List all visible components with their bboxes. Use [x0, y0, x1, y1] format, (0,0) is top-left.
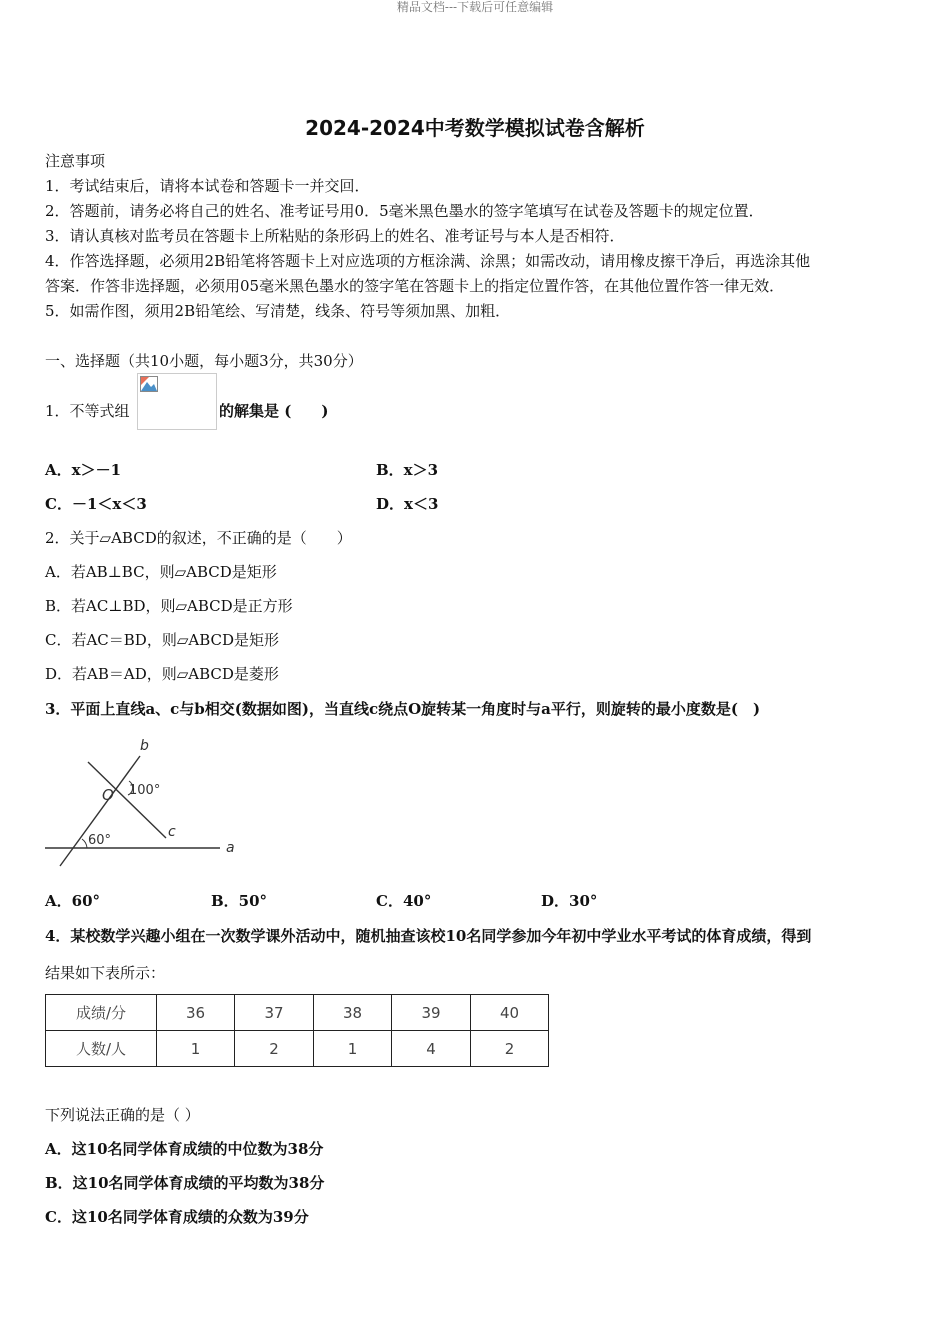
q2-option-c: C．若AC＝BD，则▱ABCD是矩形	[45, 631, 280, 649]
q2-option-d: D．若AB＝AD，则▱ABCD是菱形	[45, 665, 279, 683]
q3-option-d: D．30°	[541, 892, 598, 910]
table-cell: 40	[471, 995, 549, 1031]
line-b	[60, 756, 140, 866]
table-cell: 38	[314, 995, 392, 1031]
q4-prompt: 下列说法正确的是（ ）	[45, 1106, 200, 1124]
q1-option-a: A．x＞－1	[45, 461, 122, 479]
notice-item: 5．如需作图，须用2B铅笔绘、写清楚，线条、符号等须加黑、加粗．	[45, 302, 511, 320]
q1-option-d: D．x＜3	[376, 495, 439, 513]
q4-option-b: B．这10名同学体育成绩的平均数为38分	[45, 1174, 325, 1192]
q3-figure	[40, 738, 250, 870]
q2-stem: 2．关于▱ABCD的叙述，不正确的是（ ）	[45, 529, 352, 547]
label-b: b	[140, 738, 149, 754]
notice-item: 1．考试结束后，请将本试卷和答题卡一并交回．	[45, 177, 370, 195]
q1-option-b: B．x＞3	[376, 461, 439, 479]
q3-option-c: C．40°	[376, 892, 432, 910]
table-cell: 39	[392, 995, 471, 1031]
table-cell: 成绩/分	[46, 995, 157, 1031]
q2-option-b: B．若AC⊥BD，则▱ABCD是正方形	[45, 597, 293, 615]
table-cell: 4	[392, 1031, 471, 1067]
q3-option-b: B．50°	[211, 892, 268, 910]
q4-option-a: A．这10名同学体育成绩的中位数为38分	[45, 1140, 324, 1158]
table-row	[46, 995, 549, 1031]
q1-stem-pre: 1．不等式组	[45, 402, 130, 420]
broken-image-icon	[140, 376, 158, 392]
q4-option-c: C．这10名同学体育成绩的众数为39分	[45, 1208, 309, 1226]
table-cell: 1	[157, 1031, 235, 1067]
label-o: O	[102, 786, 114, 804]
q3-stem: 3．平面上直线a、c与b相交(数据如图)，当直线c绕点O旋转某一角度时与a平行，则旋转的最小度数是( )	[45, 700, 761, 718]
page-header: 精品文档---下载后可任意编辑	[396, 0, 554, 14]
q4-stem-line2: 结果如下表所示：	[45, 964, 166, 982]
notice-item: 2．答题前，请务必将自己的姓名、准考证号用0．5毫米黑色墨水的签字笔填写在试卷及答题卡的规定位置．	[45, 202, 764, 220]
notice-item: 3．请认真核对监考员在答题卡上所粘贴的条形码上的姓名、准考证号与本人是否相符．	[45, 227, 625, 245]
angle-arc-60	[82, 839, 87, 848]
angle-60-label: 60°	[88, 833, 112, 848]
angle-100-label: 100°	[129, 783, 161, 798]
q4-stem-line1: 4．某校数学兴趣小组在一次数学课外活动中，随机抽查该校10名同学参加今年初中学业水平考试的体育成绩，得到	[45, 927, 812, 945]
table-row	[46, 1031, 549, 1067]
q3-option-a: A．60°	[45, 892, 101, 910]
section-heading: 一、选择题（共10小题，每小题3分，共30分）	[45, 352, 363, 370]
score-table	[45, 994, 549, 1067]
q2-option-a: A．若AB⊥BC，则▱ABCD是矩形	[45, 563, 277, 581]
table-cell: 2	[471, 1031, 549, 1067]
q1-option-c: C．－1＜x＜3	[45, 495, 147, 513]
table-cell: 37	[235, 995, 314, 1031]
label-a: a	[226, 840, 235, 856]
table-cell: 2	[235, 1031, 314, 1067]
notice-item: 4．作答选择题，必须用2B铅笔将答题卡上对应选项的方框涂满、涂黑；如需改动，请用橡皮擦干净后，再选涂其他	[45, 252, 811, 270]
notice-item: 答案．作答非选择题，必须用05毫米黑色墨水的签字笔在答题卡上的指定位置作答，在其他位置作答一律无效．	[45, 277, 785, 295]
q1-stem-post: 的解集是 ( )	[219, 402, 329, 420]
page-title: 2024-2024中考数学模拟试卷含解析	[305, 116, 645, 140]
table-cell: 人数/人	[46, 1031, 157, 1067]
table-cell: 36	[157, 995, 235, 1031]
label-c: c	[168, 824, 176, 840]
table-cell: 1	[314, 1031, 392, 1067]
inequality-image	[137, 373, 217, 430]
notice-heading: 注意事项	[45, 152, 106, 170]
